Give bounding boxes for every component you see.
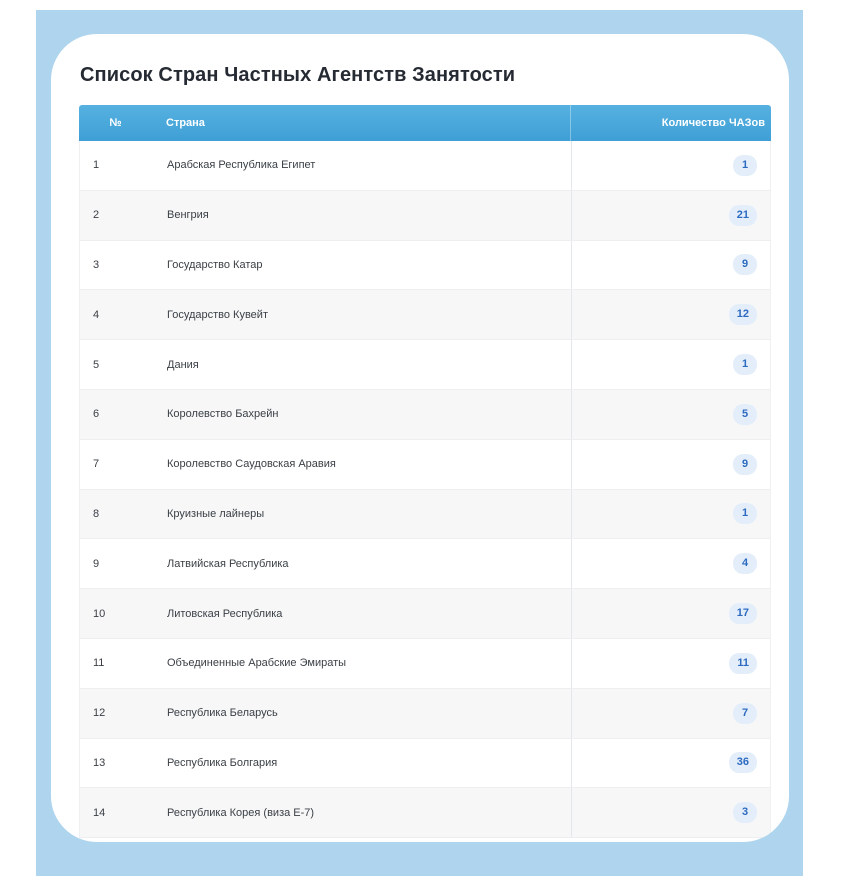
table-row [79, 241, 771, 291]
row-country: Республика Беларусь [153, 689, 572, 738]
count-badge: 21 [729, 205, 757, 226]
row-number: 8 [93, 507, 100, 520]
table-row [79, 739, 771, 789]
page-background [36, 10, 803, 876]
table-row [79, 589, 771, 639]
table-row [79, 340, 771, 390]
row-number: 14 [93, 806, 106, 819]
count-badge: 1 [733, 155, 757, 176]
row-number: 3 [93, 258, 100, 271]
page-title: Список Стран Частных Агентств Занятости [80, 64, 516, 86]
count-badge: 12 [729, 304, 757, 325]
header-country: Страна [152, 105, 571, 141]
table-row [79, 490, 771, 540]
table-row [79, 639, 771, 689]
row-count-cell [572, 788, 770, 837]
row-count-cell [572, 141, 770, 190]
table-body [79, 141, 771, 838]
row-country: Объединенные Арабские Эмираты [153, 639, 572, 688]
row-number: 7 [93, 458, 100, 471]
row-number: 12 [93, 707, 106, 720]
row-count-cell [572, 639, 770, 688]
table-row [79, 290, 771, 340]
row-country: Государство Катар [153, 241, 572, 290]
table-header [79, 105, 771, 141]
table-row [79, 689, 771, 739]
row-country: Латвийская Республика [153, 539, 572, 588]
row-number: 4 [93, 308, 100, 321]
row-country: Королевство Саудовская Аравия [153, 440, 572, 489]
row-count-cell [572, 191, 770, 240]
row-number: 13 [93, 756, 106, 769]
row-number: 5 [93, 358, 100, 371]
row-count-cell [572, 739, 770, 788]
count-badge: 1 [733, 354, 757, 375]
row-count-cell [572, 689, 770, 738]
count-badge: 7 [733, 703, 757, 724]
row-count-cell [572, 490, 770, 539]
row-country: Венгрия [153, 191, 572, 240]
table-row [79, 141, 771, 191]
row-count-cell [572, 340, 770, 389]
table-row [79, 191, 771, 241]
table-row [79, 788, 771, 838]
table-row [79, 539, 771, 589]
row-number: 6 [93, 408, 100, 421]
content-card [51, 34, 789, 842]
count-badge: 17 [729, 603, 757, 624]
table-row [79, 390, 771, 440]
row-count-cell [572, 241, 770, 290]
count-badge: 5 [733, 404, 757, 425]
row-count-cell [572, 539, 770, 588]
row-country: Республика Болгария [153, 739, 572, 788]
row-country: Литовская Республика [153, 589, 572, 638]
count-badge: 4 [733, 553, 757, 574]
header-number: № [109, 117, 122, 129]
row-country: Арабская Республика Египет [153, 141, 572, 190]
count-badge: 3 [733, 802, 757, 823]
table-row [79, 440, 771, 490]
row-count-cell [572, 440, 770, 489]
row-number: 1 [93, 159, 100, 172]
row-country: Королевство Бахрейн [153, 390, 572, 439]
row-number: 2 [93, 209, 100, 222]
row-count-cell [572, 390, 770, 439]
row-country: Государство Кувейт [153, 290, 572, 339]
header-count: Количество ЧАЗов [661, 117, 765, 129]
count-badge: 1 [733, 503, 757, 524]
count-badge: 11 [729, 653, 757, 674]
row-count-cell [572, 290, 770, 339]
row-number: 11 [93, 657, 105, 670]
count-badge: 9 [733, 454, 757, 475]
row-country: Дания [153, 340, 572, 389]
row-country: Республика Корея (виза Е-7) [153, 788, 572, 837]
count-badge: 9 [733, 254, 757, 275]
row-number: 10 [93, 607, 106, 620]
row-count-cell [572, 589, 770, 638]
count-badge: 36 [729, 752, 757, 773]
row-number: 9 [93, 557, 100, 570]
countries-table [79, 105, 771, 842]
row-country: Круизные лайнеры [153, 490, 572, 539]
